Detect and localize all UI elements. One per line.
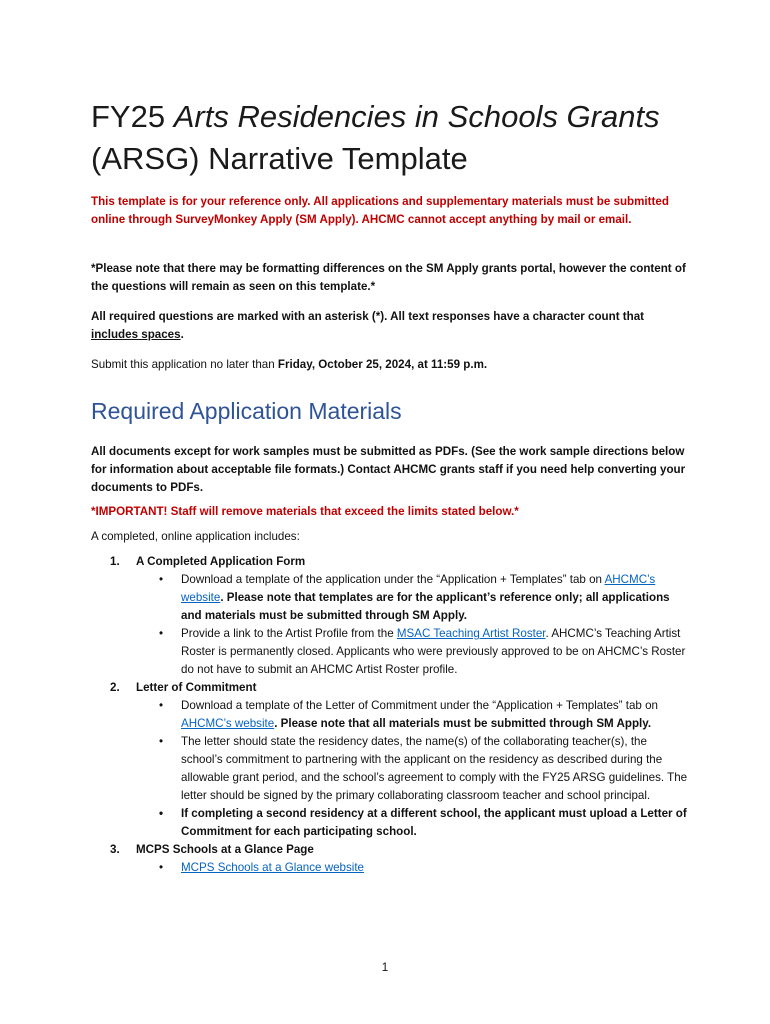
section-heading: Required Application Materials — [91, 398, 402, 424]
materials-list — [91, 553, 691, 877]
deadline-line: Submit this application no later than Friday, October 25, 2024, at 11:59 p.m. — [91, 358, 488, 371]
list-item: 1. A Completed Application Form • Download a template of the application under the “Application + Templates” tab on AHCMC’s website. Please note that templates are for the applicant’s reference only; all applications and materials must be submitted through SM Apply. • Provide a link to the Artist Profile from the MSAC Teaching Artist Roster. AHCMC’s Teaching Artist Roster is permanently closed. Applicants who were previously approved to be on AHCMC’s Roster do not have to submit an AHCMC Artist Roster profile. — [91, 553, 691, 679]
document-title: FY25 Arts Residencies in Schools Grants (ARSG) Narrative Template — [91, 99, 660, 176]
item-title: Letter of Commitment — [136, 681, 257, 694]
bullet-item: • The letter should state the residency dates, the name(s) of the collaborating teacher(s), the school’s commitment to partnering with the applicant on the residency as described during the allowable grant period, and the school’s agreement to comply with the FY25 ARSG guidelines. The letter should be signed by the primary collaborating classroom teacher and school principal. — [159, 735, 688, 802]
important-note: *IMPORTANT! Staff will remove materials that exceed the limits stated below.* — [91, 505, 519, 518]
required-questions-note: All required questions are marked with an asterisk (*). All text responses have a character count that includes spaces. — [91, 310, 645, 341]
item-title: A Completed Application Form — [136, 555, 306, 568]
ahcmc-website-link[interactable]: AHCMC’s website — [181, 573, 656, 604]
item-title: MCPS Schools at a Glance Page — [136, 843, 314, 856]
list-item: 2. Letter of Commitment • Download a template of the Letter of Commitment under the “Application + Templates” tab on AHCMC’s website. Please note that all materials must be submitted through SM Apply. • The letter should state the residency dates, the name(s) of the collaborating teacher(s), the school’s commitment to partnering with the applicant on the residency as described during the allowable grant period, and the school’s agreement to comply with the FY25 ARSG guidelines. The letter should be signed by the primary collaborating classroom teacher and school principal. • If completing a second residency at a different school, the applicant must upload a Letter of Commitment for each participating school. — [91, 679, 691, 841]
bullet-item: • If completing a second residency at a different school, the applicant must upload a Letter of Commitment for each participating school. — [159, 807, 687, 838]
list-item: 3. MCPS Schools at a Glance Page • MCPS Schools at a Glance website — [91, 841, 691, 877]
title-italic: Arts Residencies in Schools Grants — [173, 99, 660, 134]
reference-notice: This template is for your reference only. All applications and supplementary materials must be submitted online through SurveyMonkey Apply (SM Apply). AHCMC cannot accept anything by mail or email. — [91, 195, 669, 226]
mcps-schools-link[interactable]: MCPS Schools at a Glance website — [181, 861, 365, 874]
pdf-note: All documents except for work samples must be submitted as PDFs. (See the work sample directions below for information about acceptable file formats.) Contact AHCMC grants staff if you need help converting your documents to PDFs. — [91, 445, 686, 494]
intro-line: A completed, online application includes: — [91, 530, 300, 543]
deadline-date: Friday, October 25, 2024, at 11:59 p.m. — [277, 358, 488, 371]
formatting-note: *Please note that there may be formatting differences on the SM Apply grants portal, however the content of the questions will remain as seen on this template.* — [91, 262, 686, 293]
ahcmc-website-link[interactable]: AHCMC’s website — [181, 717, 275, 730]
page-number: 1 — [381, 961, 389, 974]
bullet-item: • Provide a link to the Artist Profile from the MSAC Teaching Artist Roster. AHCMC’s Teaching Artist Roster is permanently closed. Applicants who were previously approved to be on AHCMC’s Roster do not have to submit an AHCMC Artist Roster profile. — [159, 627, 686, 676]
bullet-item: • MCPS Schools at a Glance website — [159, 861, 365, 874]
title-line-2: (ARSG) Narrative Template — [91, 141, 468, 176]
msac-roster-link[interactable]: MSAC Teaching Artist Roster — [396, 627, 546, 640]
bullet-item: • Download a template of the application under the “Application + Templates” tab on AHCMC’s website. Please note that templates are for the applicant’s reference only; all applications and materials must be submitted through SM Apply. — [159, 573, 670, 622]
bullet-item: • Download a template of the Letter of Commitment under the “Application + Templates” tab on AHCMC’s website. Please note that all materials must be submitted through SM Apply. — [159, 699, 659, 730]
